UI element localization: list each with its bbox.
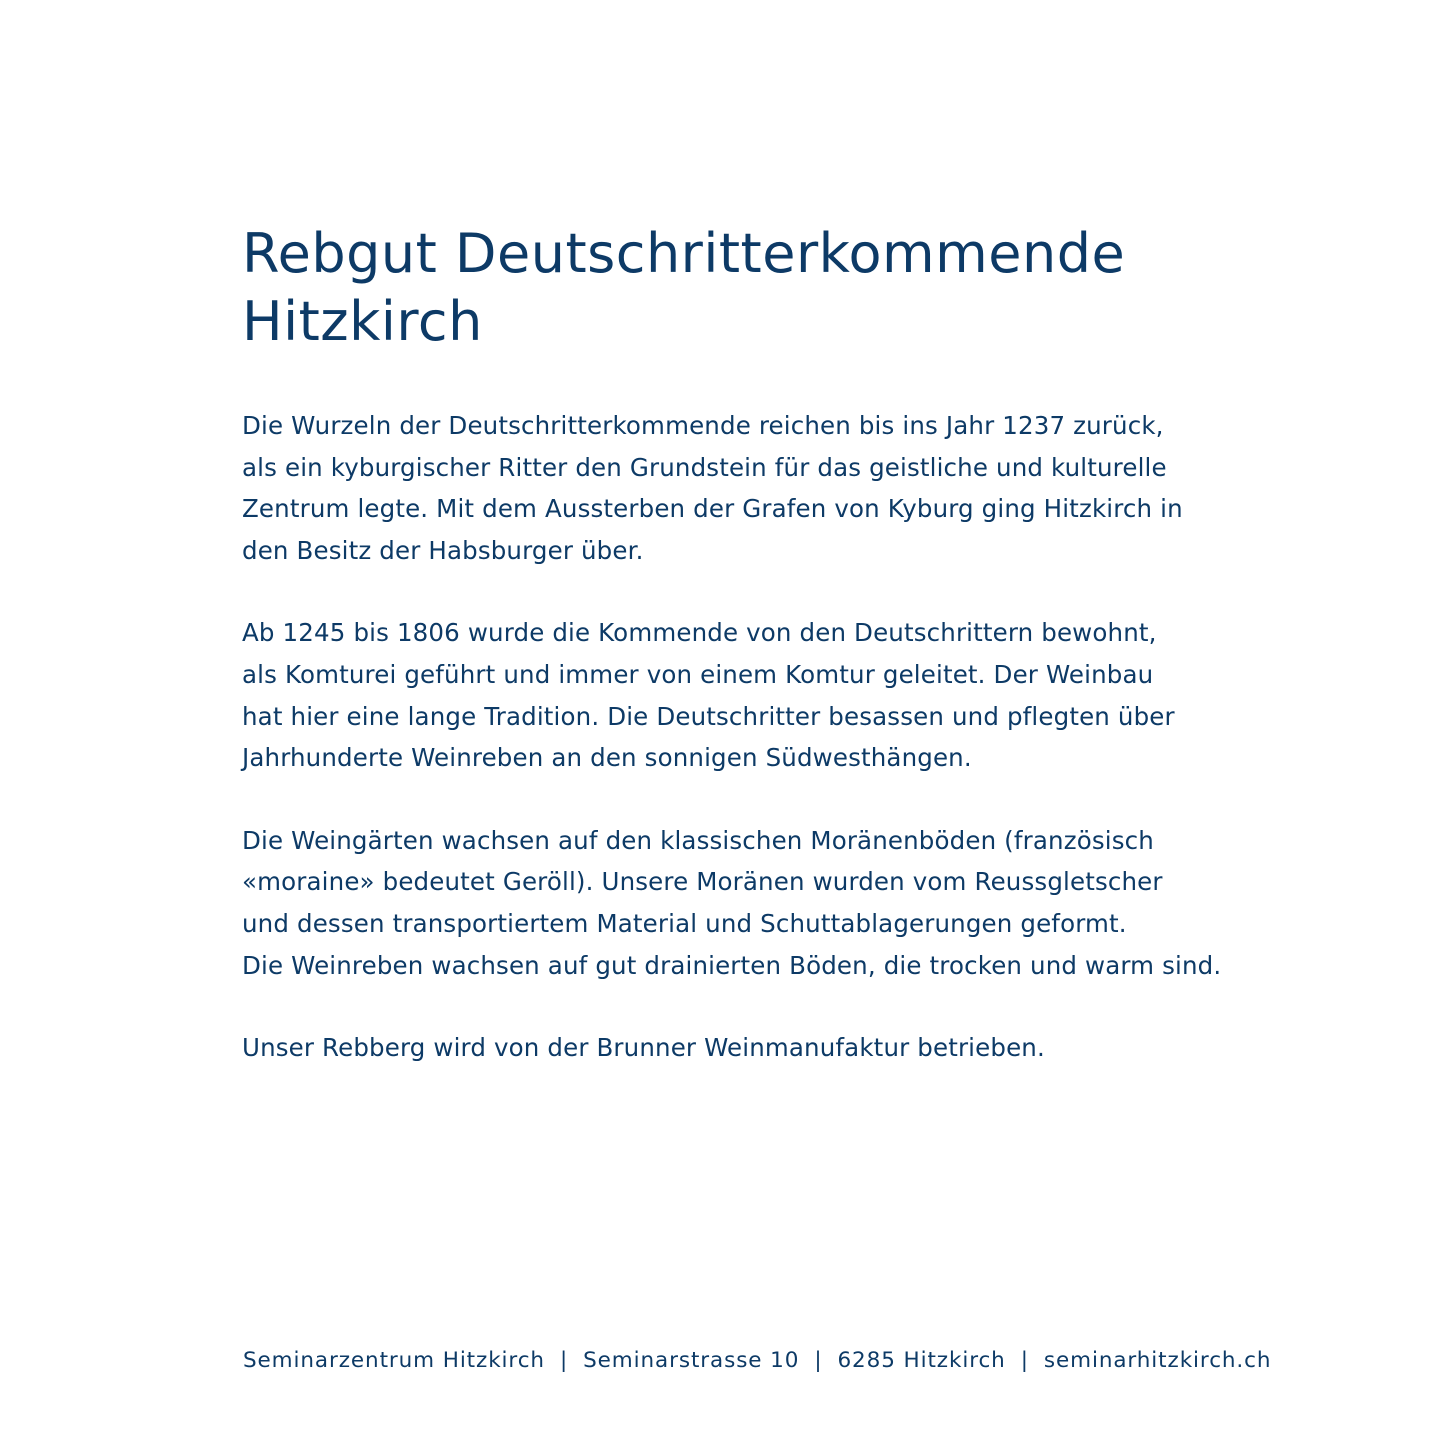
paragraph-line: Die Wurzeln der Deutschritterkommende reichen bis ins Jahr 1237 zurück, [242, 411, 1164, 440]
paragraph-viticulture [242, 612, 1242, 778]
footer-separator: | [559, 1348, 569, 1373]
paragraph-history [242, 405, 1242, 571]
paragraph-line: als Komturei geführt und immer von einem Komtur geleitet. Der Weinbau [242, 659, 1154, 689]
paragraph-line: «moraine» bedeutet Geröll). Unsere Moränen wurden vom Reussgletscher [242, 867, 1163, 897]
paragraph-line: hat hier eine lange Tradition. Die Deutschritter besassen und pflegten über [242, 701, 1175, 731]
footer-organization: Seminarzentrum Hitzkirch [243, 1348, 545, 1373]
paragraph-line: und dessen transportiertem Material und Schuttablagerungen geformt. [242, 908, 1127, 938]
page-title [242, 220, 1242, 356]
page-title-line-1: Rebgut Deutschritterkommende [242, 222, 1126, 285]
footer-city: 6285 Hitzkirch [837, 1348, 1006, 1373]
paragraph-operator [242, 1027, 1242, 1069]
paragraph-line: den Besitz der Habsburger über. [242, 535, 644, 565]
page-title-line-2: Hitzkirch [242, 290, 483, 353]
paragraph-line: Ab 1245 bis 1806 wurde die Kommende von den Deutschrittern bewohnt, [242, 618, 1157, 648]
paragraph-line: als ein kyburgischer Ritter den Grundstein für das geistliche und kulturelle [242, 452, 1167, 482]
paragraph-soil [242, 820, 1242, 986]
paragraph-line: Die Weinreben wachsen auf gut drainierten Böden, die trocken und warm sind. [242, 950, 1222, 980]
body-text [242, 405, 1242, 1110]
paragraph-line: Zentrum legte. Mit dem Aussterben der Grafen von Kyburg ging Hitzkirch in [242, 494, 1183, 524]
footer-website: seminarhitzkirch.ch [1043, 1348, 1272, 1373]
paragraph-line: Jahrhunderte Weinreben an den sonnigen Südwesthängen. [242, 743, 972, 773]
footer-contact [243, 1346, 1271, 1376]
footer-street: Seminarstrasse 10 [583, 1348, 800, 1373]
paragraph-line: Die Weingärten wachsen auf den klassischen Moränenböden (französisch [242, 825, 1154, 855]
paragraph-line: Unser Rebberg wird von der Brunner Weinmanufaktur betrieben. [242, 1033, 1045, 1063]
footer-separator: | [1020, 1348, 1029, 1373]
footer-separator: | [814, 1348, 823, 1373]
